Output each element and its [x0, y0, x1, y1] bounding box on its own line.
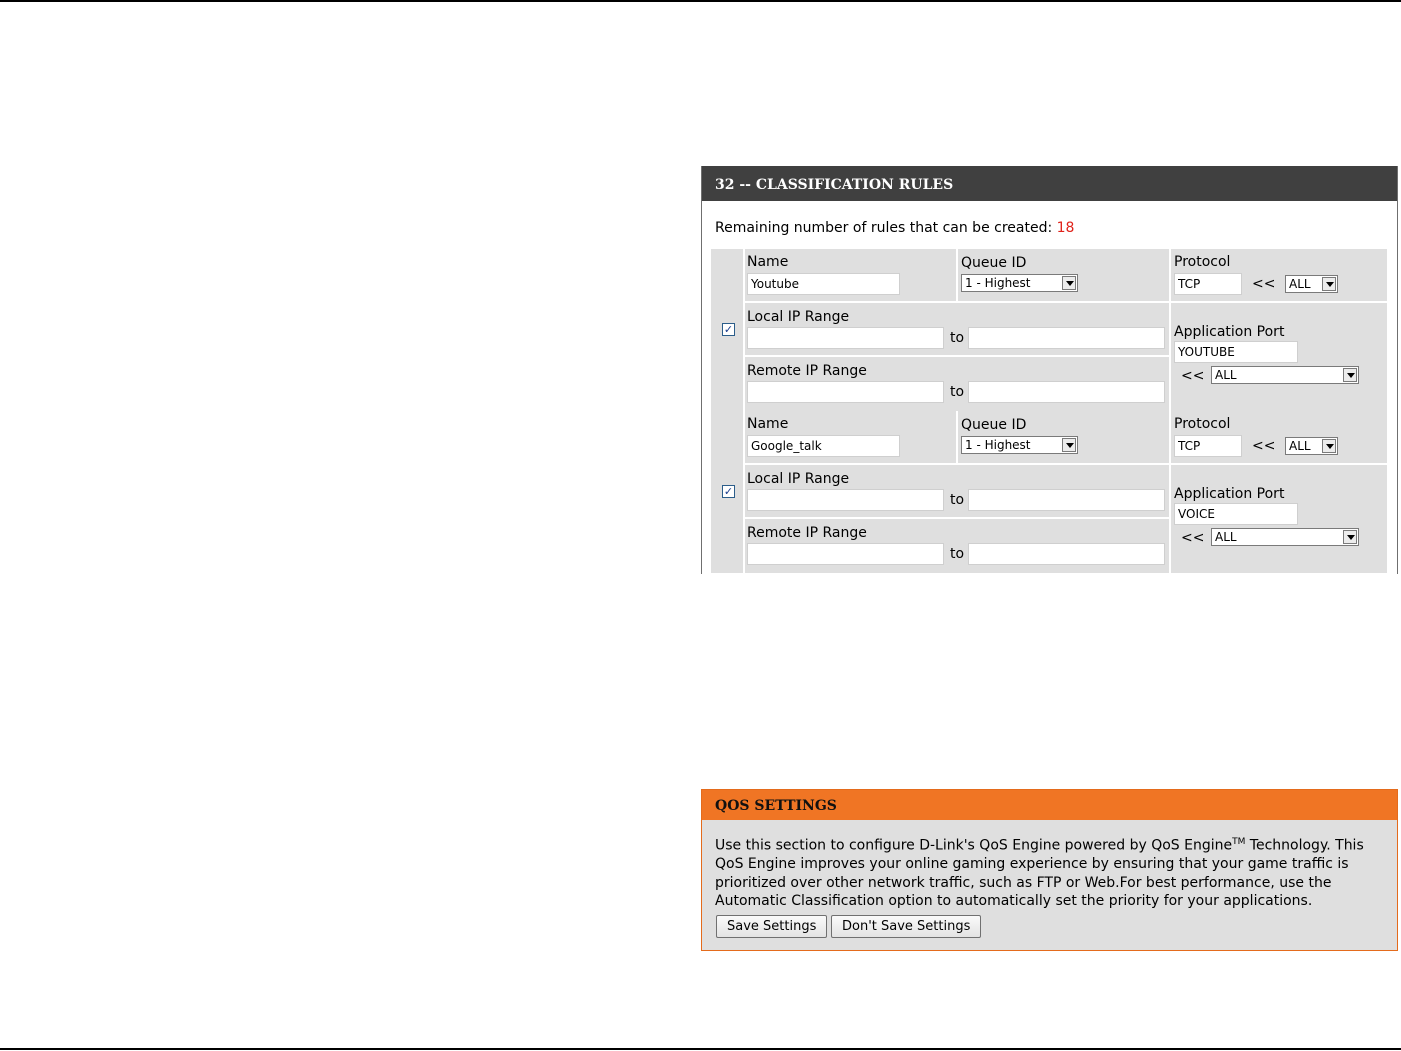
remaining-rules-text [715, 220, 1074, 236]
local-ip-to-label: to [950, 492, 965, 508]
classification-rules-panel [701, 166, 1398, 574]
qos-description-text: Use this section to configure D-Link's QoS Engine powered by QoS Engine [715, 837, 1233, 854]
trademark-mark: TM [1232, 837, 1246, 847]
protocol-copy-arrows[interactable]: << [1252, 438, 1276, 454]
application-port-cell [1171, 303, 1387, 411]
chevron-down-icon [1322, 277, 1336, 291]
local-ip-start-input[interactable] [747, 327, 944, 349]
name-cell [745, 249, 956, 301]
remote-ip-cell [745, 357, 1169, 411]
save-settings-button[interactable]: Save Settings [716, 915, 827, 938]
application-port-select-value: ALL [1215, 530, 1237, 544]
classification-rules-title: 32 -- CLASSIFICATION RULES [702, 166, 1397, 201]
protocol-label: Protocol [1174, 416, 1231, 432]
remote-ip-label: Remote IP Range [747, 363, 867, 379]
qos-settings-panel [701, 789, 1398, 951]
protocol-input[interactable] [1174, 273, 1242, 295]
application-port-label: Application Port [1174, 486, 1285, 502]
chevron-down-icon [1322, 439, 1336, 453]
remote-ip-end-input[interactable] [968, 381, 1165, 403]
dont-save-settings-button[interactable]: Don't Save Settings [831, 915, 981, 938]
local-ip-cell [745, 303, 1169, 355]
protocol-select-value: ALL [1289, 439, 1311, 453]
application-port-select-value: ALL [1215, 368, 1237, 382]
rule-enable-checkbox[interactable]: ✓ [723, 485, 734, 498]
qos-description-text-cont: Technology. This QoS Engine improves your online gaming experience by ensuring that your game traffic is prioritized over other network traffic, such as FTP or Web.For best performance, use the Automatic Classification option to automatically set the priority for your applications. [715, 837, 1364, 910]
application-port-label: Application Port [1174, 324, 1285, 340]
queue-id-cell [958, 411, 1169, 463]
qos-settings-title: QOS SETTINGS [702, 790, 1397, 820]
remote-ip-start-input[interactable] [747, 543, 944, 565]
application-port-input[interactable] [1174, 341, 1298, 363]
classification-rule [711, 411, 1387, 573]
protocol-input[interactable] [1174, 435, 1242, 457]
queue-id-label: Queue ID [961, 255, 1027, 271]
remaining-rules-count: 18 [1056, 220, 1075, 236]
local-ip-cell [745, 465, 1169, 517]
chevron-down-icon [1062, 276, 1076, 290]
queue-id-select[interactable] [961, 436, 1078, 454]
queue-id-value: 1 - Highest [965, 438, 1031, 452]
rule-enable-checkbox[interactable]: ✓ [723, 323, 734, 336]
rule-checkbox-cell [711, 249, 743, 411]
local-ip-label: Local IP Range [747, 309, 850, 325]
queue-id-value: 1 - Highest [965, 276, 1031, 290]
local-ip-end-input[interactable] [968, 327, 1165, 349]
protocol-select-value: ALL [1289, 277, 1311, 291]
name-cell [745, 411, 956, 463]
remote-ip-cell [745, 519, 1169, 573]
local-ip-end-input[interactable] [968, 489, 1165, 511]
queue-id-label: Queue ID [961, 417, 1027, 433]
remote-ip-start-input[interactable] [747, 381, 944, 403]
name-input[interactable] [747, 435, 900, 457]
application-port-select[interactable] [1211, 528, 1359, 546]
protocol-select[interactable] [1285, 437, 1338, 455]
chevron-down-icon [1062, 438, 1076, 452]
protocol-copy-arrows[interactable]: << [1252, 276, 1276, 292]
protocol-cell [1171, 249, 1387, 301]
application-port-input[interactable] [1174, 503, 1298, 525]
bottom-divider [0, 1048, 1401, 1050]
classification-rule [711, 249, 1387, 411]
name-label: Name [747, 416, 789, 432]
local-ip-label: Local IP Range [747, 471, 850, 487]
chevron-down-icon [1343, 530, 1357, 544]
name-input[interactable] [747, 273, 900, 295]
chevron-down-icon [1343, 368, 1357, 382]
top-divider [0, 0, 1401, 2]
application-port-copy-arrows[interactable]: << [1181, 530, 1205, 546]
protocol-select[interactable] [1285, 275, 1338, 293]
application-port-copy-arrows[interactable]: << [1181, 368, 1205, 384]
application-port-select[interactable] [1211, 366, 1359, 384]
name-label: Name [747, 254, 789, 270]
protocol-label: Protocol [1174, 254, 1231, 270]
qos-description [715, 833, 1385, 911]
protocol-cell [1171, 411, 1387, 463]
remote-ip-label: Remote IP Range [747, 525, 867, 541]
remote-ip-end-input[interactable] [968, 543, 1165, 565]
remaining-rules-label: Remaining number of rules that can be created: [715, 220, 1053, 236]
local-ip-to-label: to [950, 330, 965, 346]
local-ip-start-input[interactable] [747, 489, 944, 511]
remote-ip-to-label: to [950, 546, 965, 562]
queue-id-select[interactable] [961, 274, 1078, 292]
application-port-cell [1171, 465, 1387, 573]
rule-checkbox-cell [711, 411, 743, 573]
remote-ip-to-label: to [950, 384, 965, 400]
queue-id-cell [958, 249, 1169, 301]
